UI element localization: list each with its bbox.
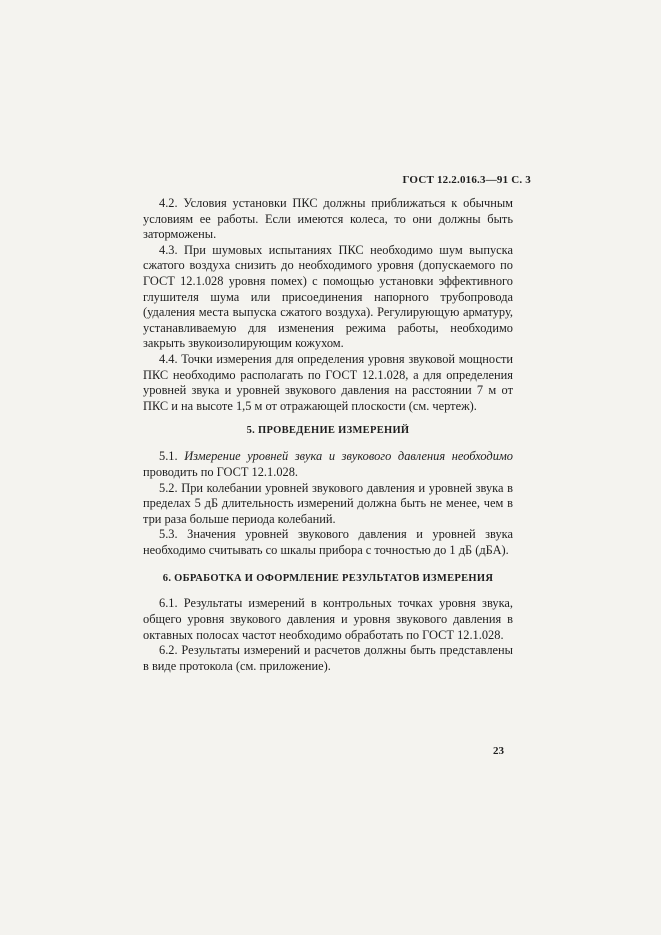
paragraph-5-1-rest: проводить по ГОСТ 12.1.028. (143, 464, 298, 479)
paragraph-6-2: 6.2. Результаты измерений и расчетов должны быть представлены в виде протокола (см. приложение). (143, 643, 513, 673)
document-body (143, 196, 513, 674)
page-header-doc-ref: ГОСТ 12.2.016.3—91 С. 3 (402, 174, 531, 186)
paragraph-5-2: 5.2. При колебании уровней звукового давления и уровней звука в пределах 5 дБ длительность измерений должна быть не менее, чем в три раза больше периода колебаний. (143, 480, 513, 526)
section-5-title: 5. ПРОВЕДЕНИЕ ИЗМЕРЕНИЙ (246, 425, 410, 437)
paragraph-5-1-number: 5.1. (159, 449, 178, 464)
section-6-title: 6. ОБРАБОТКА И ОФОРМЛЕНИЕ РЕЗУЛЬТАТОВ ИЗМЕРЕНИЯ (162, 573, 494, 585)
paragraph-6-1: 6.1. Результаты измерений в контрольных точках уровня звука, общего уровня звукового давления и уровня звукового давления в октавных полосах частот необходимо обработать по ГОСТ 12.1.028. (143, 596, 513, 642)
paragraph-5-1-italic: Измерение уровней звука и звукового давления необходимо (184, 449, 513, 464)
page-number: 23 (493, 745, 504, 757)
paragraph-4-2: 4.2. Условия установки ПКС должны приближаться к обычным условиям ее работы. Если имеются колеса, то они должны быть заторможены. (143, 196, 513, 242)
paragraph-4-4: 4.4. Точки измерения для определения уровня звуковой мощности ПКС необходимо располагать по ГОСТ 12.1.028, а для определения уровней звука и уровней звукового давления на расстоянии 7 м от ПКС и на высоте 1,5 м от отражающей плоскости (см. чертеж). (143, 351, 513, 413)
paragraph-5-3: 5.3. Значения уровней звукового давления и уровней звука необходимо считывать со шкалы прибора с точностью до 1 дБ (дБА). (143, 527, 513, 557)
paragraph-5-1 (143, 449, 513, 480)
paragraph-4-3: 4.3. При шумовых испытаниях ПКС необходимо шум выпуска сжатого воздуха снизить до необходимого уровня (допускаемого по ГОСТ 12.1.028 уровня помех) с помощью установки эффективного глушителя шума или присоединения напорного трубопровода (удаления места выпуска сжатого воздуха). Регулирующую арматуру, устанавливаемую для изменения режима работы, необходимо закрыть звукоизолирующим кожухом. (143, 242, 513, 351)
